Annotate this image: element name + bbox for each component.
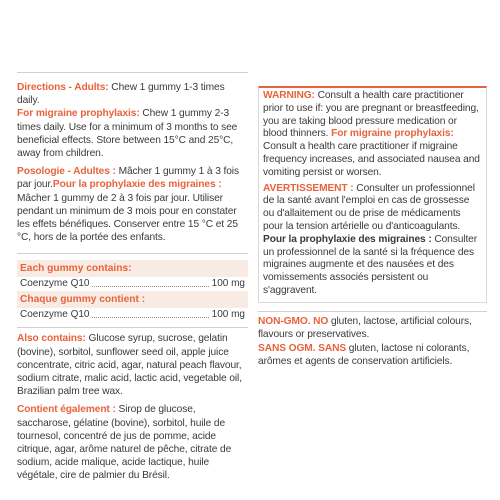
contains-fr-header: Chaque gummy contient : [17, 291, 248, 308]
also-contains-en-text: Glucose syrup, sucrose, gelatin (bovine), sorbitol, sunflower seed oil, apple juice concentrate, citric acid, agar, natural peach flavour, sodium citrate, malic acid, lactic acid, vegetable oil, Brazilian palm tree wax. [17, 333, 242, 398]
top-divider [17, 72, 248, 73]
warning-en-text: Consult a health care practitioner prior to use if: you are pregnant or breastfeeding, you are taking blood pressure medication or blood thinners. [263, 90, 479, 140]
contains-divider [17, 253, 248, 254]
migraine-en-label: For migraine prophylaxis: [17, 108, 140, 120]
directions-en-label: Directions - Adults: [17, 82, 109, 93]
contains-en-row [17, 277, 248, 290]
directions-en [17, 81, 248, 160]
warning-box [258, 86, 487, 303]
ingredient-en-amount: 100 mg [211, 278, 245, 290]
dot-leader [92, 286, 208, 287]
contains-en-header: Each gummy contains: [17, 260, 248, 277]
directions-en-text: Chew 1 gummy 1-3 times daily. [17, 82, 225, 107]
nongmo-en-label: NON-GMO. NO [258, 315, 329, 327]
also-contains-en [17, 332, 248, 398]
ingredient-en-name: Coenzyme Q10 [20, 278, 90, 290]
also-contains-fr [17, 403, 248, 482]
left-column [17, 0, 248, 483]
warning-fr-migraine-text: Consulter un professionnel de la santé si la fréquence des migraines augmente et des nausées et des vomissements associés persistent ou s'aggravent. [263, 233, 478, 296]
also-contains-fr-text: Sirop de glucose, saccharose, gélatine (bovine), sorbitol, huile de tournesol, concentré de jus de pomme, acide citrique, agar, arôme naturel de pêche, citrate de sodium, acide malique, acide lactique, huile végétale, cire de palmier du Brésil. [17, 404, 232, 482]
directions-fr-text: Mâcher 1 gummy 1 à 3 fois par jour. [17, 166, 239, 191]
warning-en-migraine-label: For migraine prophylaxis: [328, 128, 454, 140]
nongmo-fr [258, 342, 487, 368]
nongmo-fr-text: gluten, lactose ni colorants, arômes et agents de conservation artificiels. [258, 343, 470, 368]
contains-fr-row [17, 308, 248, 321]
ingredient-fr-amount: 100 mg [211, 309, 245, 321]
migraine-fr-label: Pour la prophylaxie des migraines : [52, 179, 222, 191]
directions-fr [17, 165, 248, 244]
warning-fr-migraine-label: Pour la prophylaxie des migraines : [263, 233, 432, 245]
nongmo-fr-label: SANS OGM. SANS [258, 343, 347, 355]
warning-fr [263, 183, 482, 298]
migraine-en-text: Chew 1 gummy 2-3 times daily. Use for a minimum of 3 months to see beneficial effects. Store between 15°C and 25°C, away from children. [17, 108, 238, 160]
nongmo-en [258, 315, 487, 341]
supplement-facts-box [17, 260, 248, 321]
warning-en-label: WARNING: [263, 90, 315, 101]
nongmo-en-text: gluten, lactose, artificial colours, flavours or preservatives. [258, 315, 472, 340]
also-contains-en-label: Also contains: [17, 333, 86, 345]
warning-en [263, 90, 482, 180]
ingredient-fr-name: Coenzyme Q10 [20, 309, 90, 321]
allergen-divider [258, 311, 487, 312]
warning-fr-text: Consulter un professionnel de la santé avant l'emploi en cas de grossesse ou d'allaitement ou de prise de médicaments pour la tension artérielle ou d'anticoagulants. [263, 182, 475, 232]
right-column [258, 0, 487, 369]
ingredients-divider [17, 327, 248, 328]
migraine-fr-text: Mâcher 1 gummy de 2 à 3 fois par jour. Utiliser pendant un minimum de 3 mois pour en constater les effets bénéfiques. Conserver entre 15 °C et 25 °C, hors de la portée des enfants. [17, 192, 238, 244]
dot-leader [92, 317, 208, 318]
also-contains-fr-label: Contient également : [17, 404, 116, 416]
directions-fr-label: Posologie - Adultes : [17, 166, 116, 178]
warning-fr-label: AVERTISSEMENT : [263, 182, 354, 194]
warning-en-migraine-text: Consult a health care practitioner if migraine frequency increases, and associated nausea and vomiting persist or worsen. [263, 141, 480, 178]
